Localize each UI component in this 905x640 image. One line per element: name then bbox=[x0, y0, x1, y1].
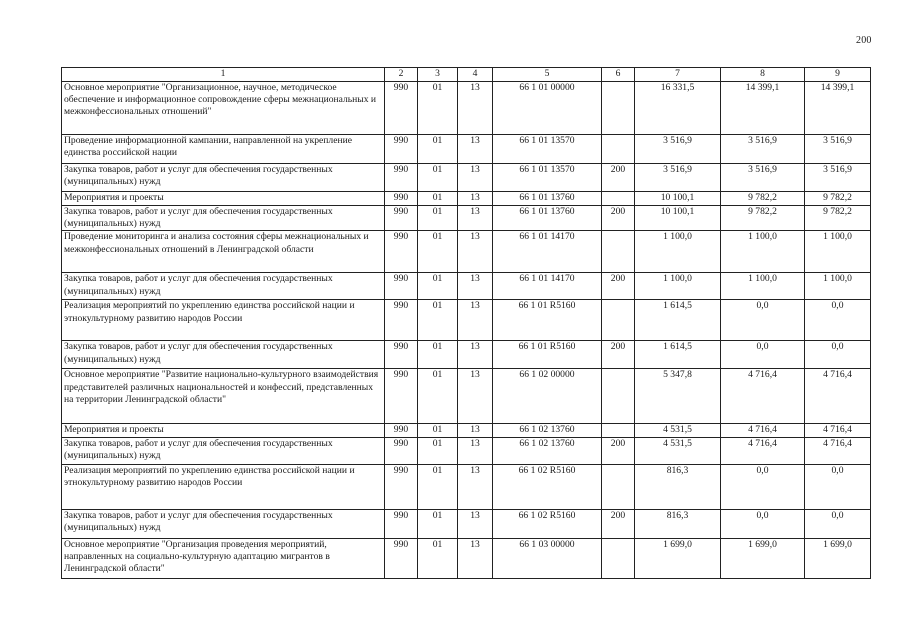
row-amount-year-3: 1 699,0 bbox=[805, 538, 871, 578]
table-row bbox=[62, 424, 871, 437]
row-expense-type: 200 bbox=[602, 341, 635, 369]
table-row bbox=[62, 538, 871, 578]
row-section: 01 bbox=[418, 206, 458, 231]
row-section: 01 bbox=[418, 464, 458, 509]
row-amount-year-1: 16 331,5 bbox=[635, 82, 721, 135]
row-expense-type: 200 bbox=[602, 164, 635, 192]
row-expense-type bbox=[602, 82, 635, 135]
row-amount-year-3: 1 100,0 bbox=[805, 231, 871, 273]
table-row bbox=[62, 206, 871, 231]
row-section: 01 bbox=[418, 135, 458, 164]
table-row bbox=[62, 273, 871, 300]
row-description: Проведение мониторинга и анализа состояния сферы межнациональных и межконфессиональных отношений в Ленинградской области bbox=[62, 231, 385, 273]
row-expense-type bbox=[602, 135, 635, 164]
row-amount-year-1: 4 531,5 bbox=[635, 437, 721, 464]
row-target-article: 66 1 02 00000 bbox=[493, 369, 602, 424]
row-expense-type bbox=[602, 464, 635, 509]
row-description: Мероприятия и проекты bbox=[62, 424, 385, 437]
row-section: 01 bbox=[418, 300, 458, 341]
row-amount-year-1: 3 516,9 bbox=[635, 135, 721, 164]
row-target-article: 66 1 01 13760 bbox=[493, 192, 602, 206]
row-description: Закупка товаров, работ и услуг для обеспечения государственных (муниципальных) нужд bbox=[62, 206, 385, 231]
row-amount-year-1: 1 614,5 bbox=[635, 300, 721, 341]
row-amount-year-2: 0,0 bbox=[721, 464, 805, 509]
row-ministry-code: 990 bbox=[385, 538, 418, 578]
row-ministry-code: 990 bbox=[385, 164, 418, 192]
row-amount-year-3: 3 516,9 bbox=[805, 164, 871, 192]
row-ministry-code: 990 bbox=[385, 300, 418, 341]
row-amount-year-3: 0,0 bbox=[805, 341, 871, 369]
row-description: Закупка товаров, работ и услуг для обеспечения государственных (муниципальных) нужд bbox=[62, 509, 385, 538]
row-amount-year-3: 9 782,2 bbox=[805, 192, 871, 206]
row-amount-year-2: 0,0 bbox=[721, 341, 805, 369]
row-amount-year-3: 4 716,4 bbox=[805, 437, 871, 464]
row-subsection: 13 bbox=[458, 164, 493, 192]
row-ministry-code: 990 bbox=[385, 437, 418, 464]
row-amount-year-1: 10 100,1 bbox=[635, 206, 721, 231]
row-description: Реализация мероприятий по укреплению единства российской нации и этнокультурному развитию народов России bbox=[62, 464, 385, 509]
row-target-article: 66 1 02 13760 bbox=[493, 437, 602, 464]
column-header: 1 bbox=[62, 68, 385, 82]
row-subsection: 13 bbox=[458, 82, 493, 135]
row-target-article: 66 1 02 R5160 bbox=[493, 464, 602, 509]
row-expense-type bbox=[602, 424, 635, 437]
row-target-article: 66 1 02 13760 bbox=[493, 424, 602, 437]
row-ministry-code: 990 bbox=[385, 424, 418, 437]
row-amount-year-1: 1 100,0 bbox=[635, 231, 721, 273]
row-amount-year-2: 4 716,4 bbox=[721, 424, 805, 437]
row-amount-year-3: 0,0 bbox=[805, 464, 871, 509]
row-ministry-code: 990 bbox=[385, 369, 418, 424]
row-amount-year-3: 4 716,4 bbox=[805, 424, 871, 437]
row-target-article: 66 1 01 14170 bbox=[493, 231, 602, 273]
column-header: 8 bbox=[721, 68, 805, 82]
row-amount-year-1: 1 614,5 bbox=[635, 341, 721, 369]
row-amount-year-1: 10 100,1 bbox=[635, 192, 721, 206]
row-amount-year-2: 0,0 bbox=[721, 509, 805, 538]
row-target-article: 66 1 02 R5160 bbox=[493, 509, 602, 538]
row-subsection: 13 bbox=[458, 509, 493, 538]
row-subsection: 13 bbox=[458, 538, 493, 578]
table-row bbox=[62, 341, 871, 369]
row-amount-year-2: 1 100,0 bbox=[721, 231, 805, 273]
row-target-article: 66 1 01 13570 bbox=[493, 135, 602, 164]
row-section: 01 bbox=[418, 82, 458, 135]
row-description: Основное мероприятие "Организация проведения мероприятий, направленных на социально-культурную адаптацию мигрантов в Ленинградской области" bbox=[62, 538, 385, 578]
row-ministry-code: 990 bbox=[385, 464, 418, 509]
row-subsection: 13 bbox=[458, 341, 493, 369]
row-subsection: 13 bbox=[458, 369, 493, 424]
row-amount-year-2: 1 100,0 bbox=[721, 273, 805, 300]
row-description: Мероприятия и проекты bbox=[62, 192, 385, 206]
row-description: Закупка товаров, работ и услуг для обеспечения государственных (муниципальных) нужд bbox=[62, 341, 385, 369]
row-ministry-code: 990 bbox=[385, 273, 418, 300]
row-target-article: 66 1 01 13760 bbox=[493, 206, 602, 231]
page-number: 200 bbox=[856, 35, 872, 46]
column-header: 6 bbox=[602, 68, 635, 82]
table-body bbox=[62, 68, 871, 579]
row-expense-type bbox=[602, 538, 635, 578]
row-expense-type: 200 bbox=[602, 437, 635, 464]
row-section: 01 bbox=[418, 273, 458, 300]
table-row bbox=[62, 509, 871, 538]
row-expense-type: 200 bbox=[602, 509, 635, 538]
row-section: 01 bbox=[418, 231, 458, 273]
row-subsection: 13 bbox=[458, 135, 493, 164]
row-description: Реализация мероприятий по укреплению единства российской нации и этнокультурному развитию народов России bbox=[62, 300, 385, 341]
row-ministry-code: 990 bbox=[385, 206, 418, 231]
row-target-article: 66 1 01 R5160 bbox=[493, 300, 602, 341]
table-row bbox=[62, 82, 871, 135]
row-ministry-code: 990 bbox=[385, 135, 418, 164]
row-section: 01 bbox=[418, 164, 458, 192]
row-subsection: 13 bbox=[458, 273, 493, 300]
row-amount-year-3: 9 782,2 bbox=[805, 206, 871, 231]
row-ministry-code: 990 bbox=[385, 509, 418, 538]
row-amount-year-3: 1 100,0 bbox=[805, 273, 871, 300]
row-subsection: 13 bbox=[458, 231, 493, 273]
row-amount-year-3: 4 716,4 bbox=[805, 369, 871, 424]
row-description: Основное мероприятие "Организационное, научное, методическое обеспечение и информационное сопровождение сферы межнациональных и межконфессиональных отношений" bbox=[62, 82, 385, 135]
row-section: 01 bbox=[418, 192, 458, 206]
row-amount-year-2: 3 516,9 bbox=[721, 164, 805, 192]
row-amount-year-2: 14 399,1 bbox=[721, 82, 805, 135]
row-expense-type: 200 bbox=[602, 206, 635, 231]
column-header: 5 bbox=[493, 68, 602, 82]
column-header: 4 bbox=[458, 68, 493, 82]
row-amount-year-3: 0,0 bbox=[805, 300, 871, 341]
row-target-article: 66 1 01 R5160 bbox=[493, 341, 602, 369]
row-amount-year-2: 4 716,4 bbox=[721, 437, 805, 464]
table-row bbox=[62, 369, 871, 424]
table-row bbox=[62, 464, 871, 509]
row-ministry-code: 990 bbox=[385, 82, 418, 135]
budget-table bbox=[61, 67, 871, 579]
row-expense-type bbox=[602, 231, 635, 273]
row-amount-year-1: 816,3 bbox=[635, 509, 721, 538]
row-subsection: 13 bbox=[458, 464, 493, 509]
row-amount-year-1: 5 347,8 bbox=[635, 369, 721, 424]
row-target-article: 66 1 01 14170 bbox=[493, 273, 602, 300]
row-expense-type bbox=[602, 300, 635, 341]
column-header: 2 bbox=[385, 68, 418, 82]
table-row bbox=[62, 231, 871, 273]
row-section: 01 bbox=[418, 538, 458, 578]
row-target-article: 66 1 01 00000 bbox=[493, 82, 602, 135]
row-description: Закупка товаров, работ и услуг для обеспечения государственных (муниципальных) нужд bbox=[62, 437, 385, 464]
row-amount-year-3: 0,0 bbox=[805, 509, 871, 538]
row-subsection: 13 bbox=[458, 300, 493, 341]
row-target-article: 66 1 03 00000 bbox=[493, 538, 602, 578]
table-row bbox=[62, 164, 871, 192]
column-header: 9 bbox=[805, 68, 871, 82]
table-header-row bbox=[62, 68, 871, 82]
row-subsection: 13 bbox=[458, 424, 493, 437]
column-header: 7 bbox=[635, 68, 721, 82]
row-amount-year-1: 4 531,5 bbox=[635, 424, 721, 437]
row-amount-year-2: 9 782,2 bbox=[721, 192, 805, 206]
row-ministry-code: 990 bbox=[385, 341, 418, 369]
row-amount-year-1: 1 100,0 bbox=[635, 273, 721, 300]
table-row bbox=[62, 437, 871, 464]
row-ministry-code: 990 bbox=[385, 231, 418, 273]
row-ministry-code: 990 bbox=[385, 192, 418, 206]
row-expense-type bbox=[602, 369, 635, 424]
row-section: 01 bbox=[418, 509, 458, 538]
table-row bbox=[62, 192, 871, 206]
row-subsection: 13 bbox=[458, 437, 493, 464]
row-expense-type bbox=[602, 192, 635, 206]
row-description: Закупка товаров, работ и услуг для обеспечения государственных (муниципальных) нужд bbox=[62, 273, 385, 300]
row-section: 01 bbox=[418, 424, 458, 437]
row-amount-year-2: 0,0 bbox=[721, 300, 805, 341]
column-header: 3 bbox=[418, 68, 458, 82]
row-amount-year-2: 9 782,2 bbox=[721, 206, 805, 231]
row-target-article: 66 1 01 13570 bbox=[493, 164, 602, 192]
row-amount-year-1: 3 516,9 bbox=[635, 164, 721, 192]
row-expense-type: 200 bbox=[602, 273, 635, 300]
row-subsection: 13 bbox=[458, 192, 493, 206]
row-amount-year-3: 14 399,1 bbox=[805, 82, 871, 135]
row-amount-year-2: 4 716,4 bbox=[721, 369, 805, 424]
row-description: Закупка товаров, работ и услуг для обеспечения государственных (муниципальных) нужд bbox=[62, 164, 385, 192]
table-row bbox=[62, 300, 871, 341]
row-section: 01 bbox=[418, 369, 458, 424]
row-subsection: 13 bbox=[458, 206, 493, 231]
row-amount-year-2: 1 699,0 bbox=[721, 538, 805, 578]
row-section: 01 bbox=[418, 341, 458, 369]
table-row bbox=[62, 135, 871, 164]
row-amount-year-2: 3 516,9 bbox=[721, 135, 805, 164]
row-description: Проведение информационной кампании, направленной на укрепление единства российской нации bbox=[62, 135, 385, 164]
row-amount-year-3: 3 516,9 bbox=[805, 135, 871, 164]
row-amount-year-1: 816,3 bbox=[635, 464, 721, 509]
row-amount-year-1: 1 699,0 bbox=[635, 538, 721, 578]
row-section: 01 bbox=[418, 437, 458, 464]
row-description: Основное мероприятие "Развитие национально-культурного взаимодействия представителей различных национальностей и конфессий, представленных на территории Ленинградской области" bbox=[62, 369, 385, 424]
